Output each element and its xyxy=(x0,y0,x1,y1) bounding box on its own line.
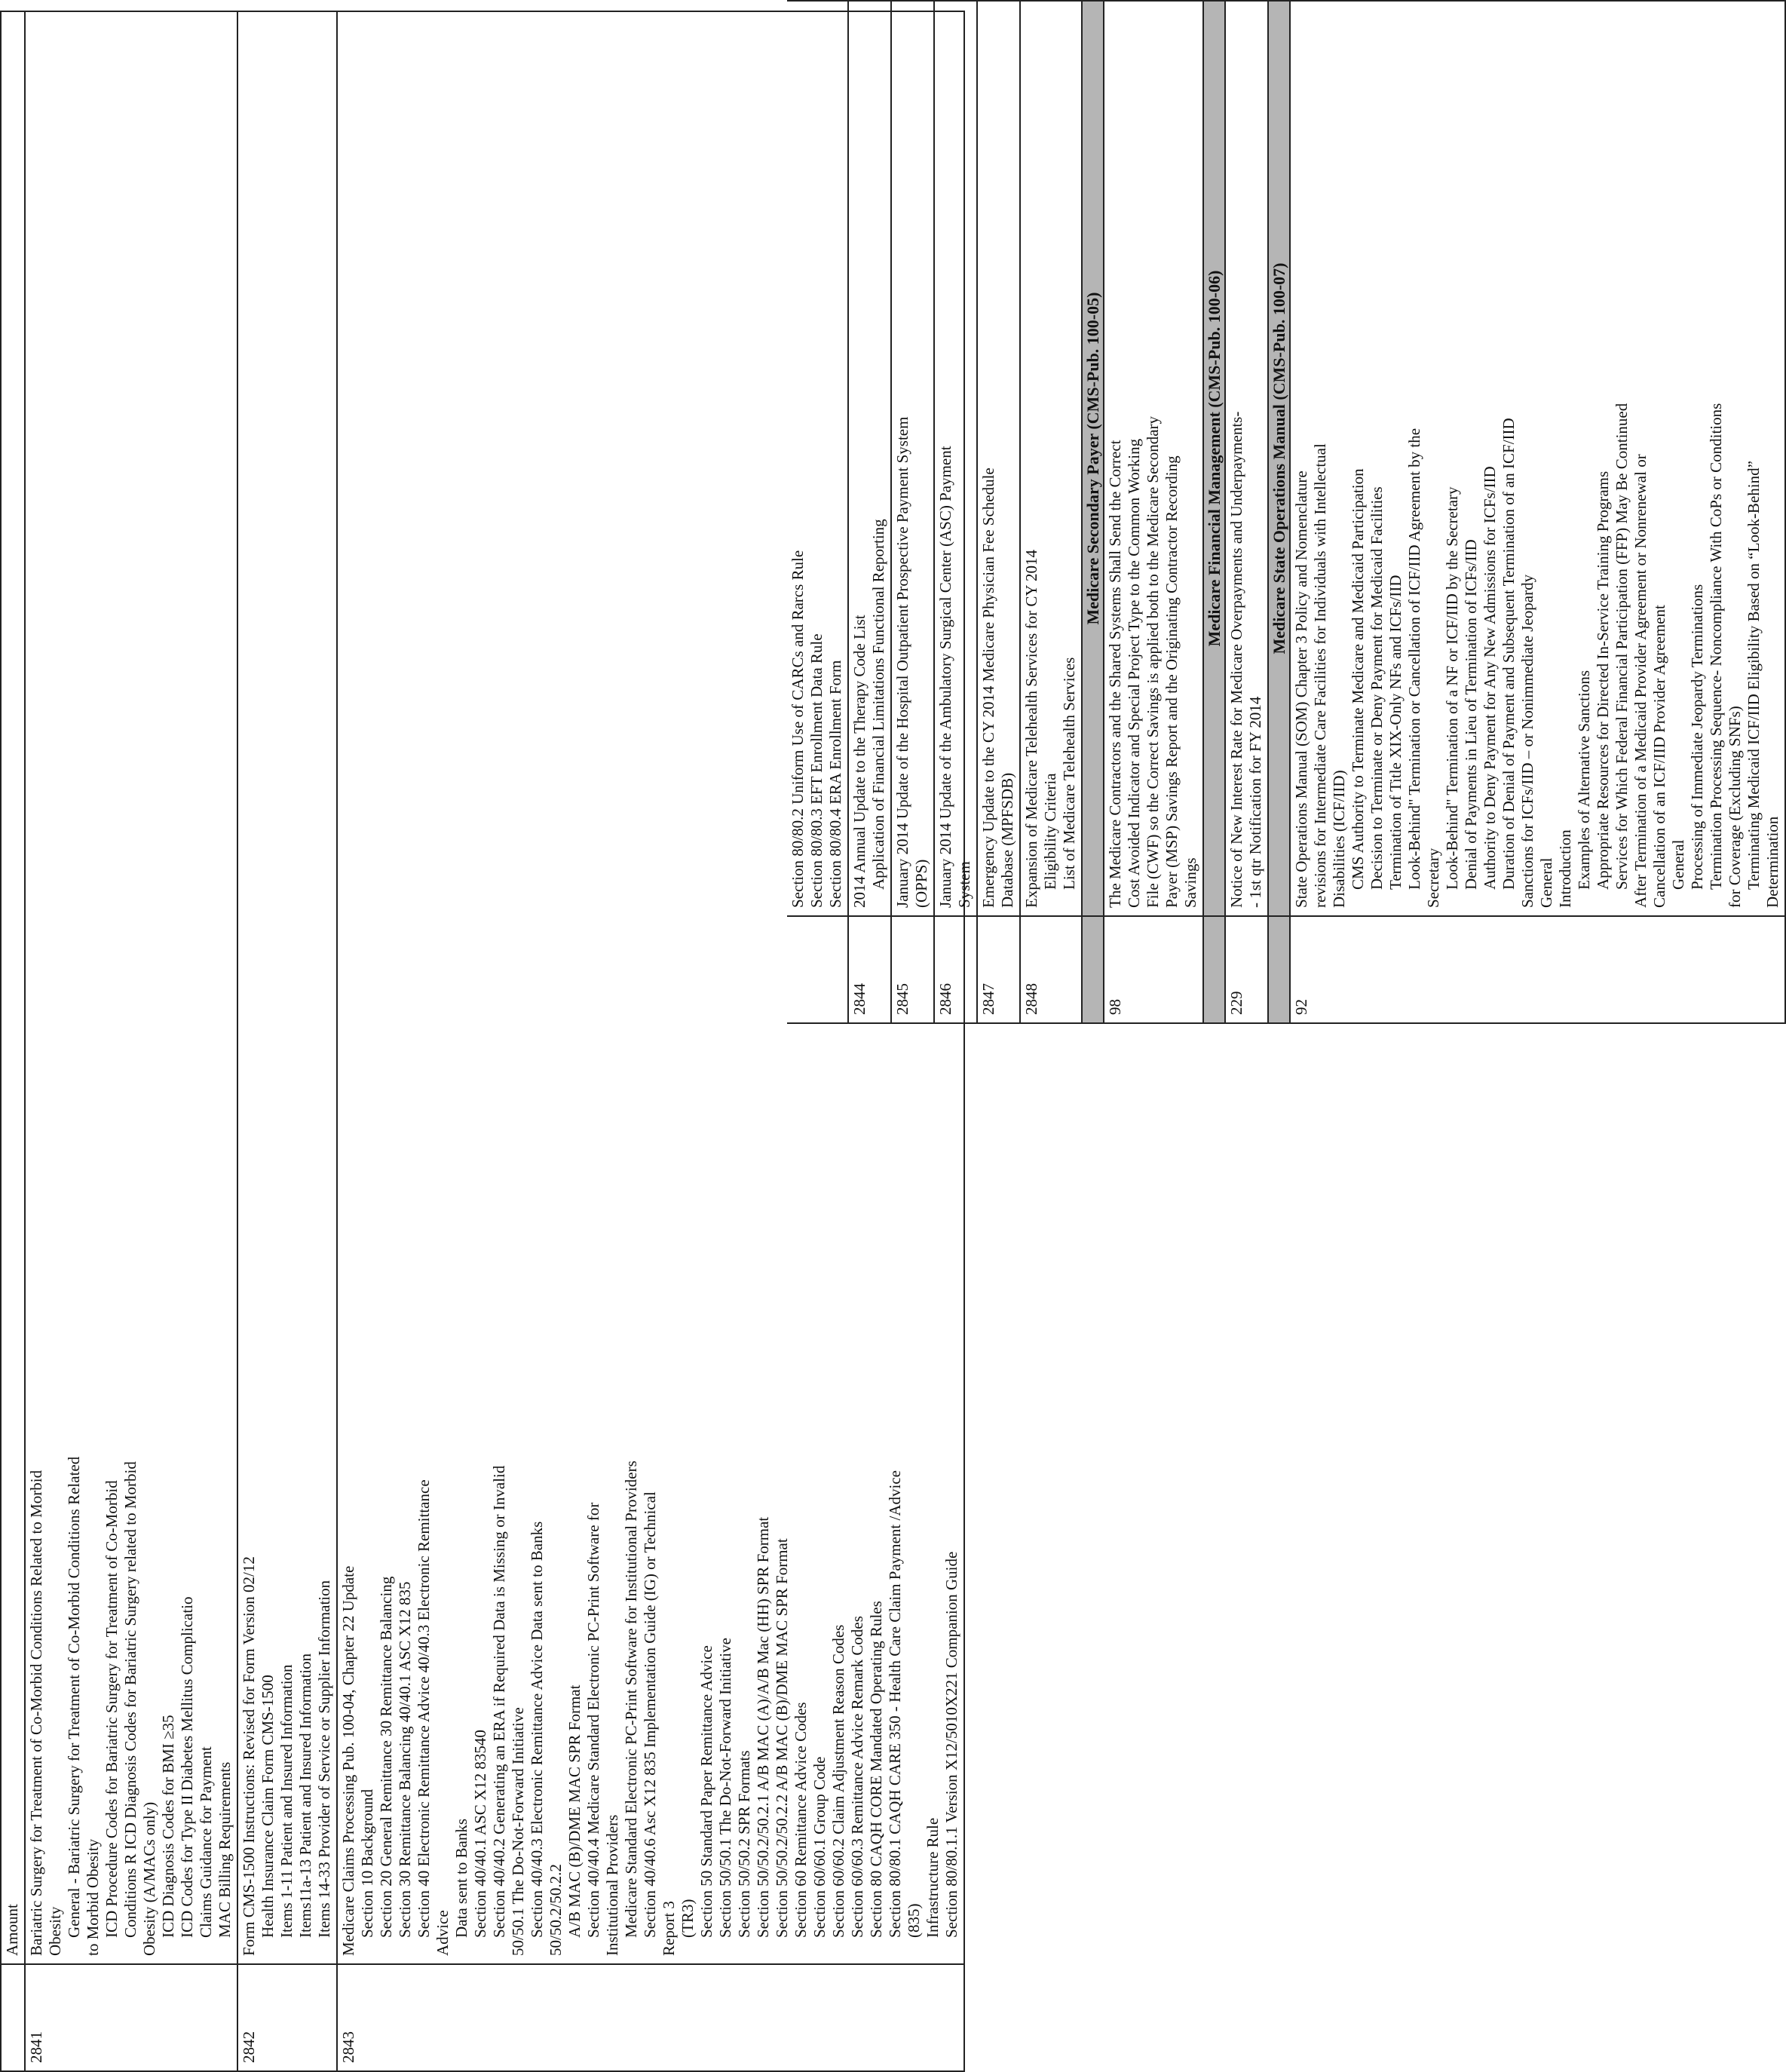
row-description xyxy=(891,1,934,916)
row-line: Claims Guidance for Payment xyxy=(197,1746,215,1938)
table-row xyxy=(934,1,977,1023)
row-line: Section 60/60.2 Claim Adjustment Reason Codes xyxy=(829,1624,847,1938)
row-line: Duration of Denial of Payment and Subsequent Termination of an ICF/IID xyxy=(1500,418,1518,890)
row-line: Obesity xyxy=(46,1906,64,1956)
row-line: Conditions R ICD Diagnosis Codes for Bariatric Surgery related to Morbid xyxy=(121,1461,139,1938)
row-line: Section 50/50.2/50.2.2 A/B MAC (B)/DME MAC SPR Format xyxy=(773,1538,791,1938)
row-number: 2847 xyxy=(977,916,1020,1023)
row-line: revisions for Intermediate Care Facilities for Individuals with Intellectual xyxy=(1311,443,1329,908)
row-description xyxy=(1290,1,1785,916)
row-line: Items 14-33 Provider of Service or Supplier Information xyxy=(315,1580,333,1938)
row-number: 2843 xyxy=(337,1964,964,2071)
row-number: 2848 xyxy=(1020,916,1082,1023)
table-row xyxy=(1290,1,1785,1023)
row-line: Expansion of Medicare Telehealth Services for CY 2014 xyxy=(1022,550,1040,908)
row-line: Application of Financial Limitations Functional Reporting xyxy=(869,519,887,890)
row-line: January 2014 Update of the Hospital Outpatient Prospective Payment System xyxy=(893,416,911,908)
row-line: Notice of New Interest Rate for Medicare Overpayments and Underpayments- xyxy=(1227,411,1245,908)
right-page xyxy=(787,0,1781,1024)
row-line: File (CWF) so the Correct Savings is applied both to the Medicare Secondary xyxy=(1144,415,1162,908)
row-line: List of Medicare Telehealth Services xyxy=(1060,657,1078,890)
row-line: Medicare Claims Processing Pub. 100-04, Chapter 22 Update xyxy=(339,1565,357,1956)
row-number: 2845 xyxy=(891,916,934,1023)
table-header-row xyxy=(1,11,25,2071)
row-number: 2846 xyxy=(934,916,977,1023)
row-line: Terminating Medicaid ICF/IID Eligibility Based on “Look-Behind” xyxy=(1745,461,1763,890)
row-description xyxy=(237,11,337,1964)
row-line: System xyxy=(955,861,973,908)
row-line: Bariatric Surgery for Treatment of Co-Morbid Conditions Related to Morbid xyxy=(27,1470,45,1956)
row-description xyxy=(25,11,237,1964)
row-line: - 1st qtr Notification for FY 2014 xyxy=(1246,696,1264,908)
section-header-row xyxy=(1082,1,1104,1023)
row-line: Look-Behind" Termination or Cancellation of ICF/IID Agreement by the xyxy=(1405,428,1423,890)
row-line: Appropriate Resources for Directed In-Service Training Programs xyxy=(1594,470,1612,890)
row-line: Section 50/50.2/50.2.1 A/B MAC (A)/A/B Mac (HH) SPR Format xyxy=(754,1516,772,1938)
row-description xyxy=(848,1,891,916)
row-line: 50/50.2/50.2.2 xyxy=(547,1864,565,1956)
row-description xyxy=(1225,1,1268,916)
row-line: State Operations Manual (SOM) Chapter 3 Policy and Nomenclature xyxy=(1292,470,1310,908)
row-line: Eligibility Criteria xyxy=(1041,773,1059,890)
section-header-row xyxy=(1268,1,1290,1023)
row-line: Savings xyxy=(1181,857,1199,908)
row-line: ICD Diagnosis Codes for BMI ≥35 xyxy=(159,1715,177,1938)
row-number xyxy=(787,916,848,1023)
row-line: Section 80/80.3 EFT Enrollment Data Rule xyxy=(807,633,826,908)
section-header-blank xyxy=(1268,916,1290,1023)
row-number: 98 xyxy=(1104,916,1203,1023)
row-line: Denial of Payments in Lieu of Termination of ICFs/IID xyxy=(1462,539,1480,890)
row-line: General xyxy=(1537,857,1555,908)
row-line: (OPPS) xyxy=(912,859,930,908)
row-line: Cancellation of an ICF/IID Provider Agreement xyxy=(1650,605,1668,908)
row-line: Section 40 Electronic Remittance Advice 40/40.3 Electronic Remittance xyxy=(415,1479,433,1938)
section-header-som: Medicare State Operations Manual (CMS-Pub. 100-07) xyxy=(1268,1,1290,916)
row-number: 2844 xyxy=(848,916,891,1023)
row-line: Section 80/80.2 Uniform Use of CARCs and Rarcs Rule xyxy=(789,550,807,908)
row-line: Report 3 xyxy=(660,1901,678,1956)
row-line: Medicare Standard Electronic PC-Print Software for Institutional Providers xyxy=(622,1461,640,1938)
row-line: Determination xyxy=(1763,816,1781,908)
row-line: Section 80/80.4 ERA Enrollment Form xyxy=(826,660,844,908)
row-line: Infrastructure Rule xyxy=(924,1817,942,1938)
row-line: Termination of Title XIX-Only NFs and ICFs/IID xyxy=(1386,575,1405,890)
row-line: Disabilities (ICF/IID) xyxy=(1330,770,1348,908)
row-description xyxy=(1104,1,1203,916)
row-line: Form CMS-1500 Instructions: Revised for Form Version 02/12 xyxy=(240,1556,258,1956)
row-line: Section 40/40.3 Electronic Remittance Advice Data sent to Banks xyxy=(528,1521,546,1938)
row-line: Section 80/80.1.1 Version X12/5010X221 Companion Guide xyxy=(942,1551,960,1938)
row-line: Section 60 Remittance Advice Codes xyxy=(792,1702,810,1938)
header-num-cell xyxy=(1,1964,25,2071)
row-line: Decision to Terminate or Deny Payment for Medicaid Facilities xyxy=(1368,486,1386,890)
table-row xyxy=(237,11,337,2071)
row-line: January 2014 Update of the Ambulatory Surgical Center (ASC) Payment xyxy=(936,446,954,908)
row-number: 229 xyxy=(1225,916,1268,1023)
row-description xyxy=(787,1,848,916)
row-line: Section 40/40.6 Asc X12 835 Implementation Guide (IG) or Technical xyxy=(641,1491,659,1938)
row-line: Health Insurance Claim Form CMS-1500 xyxy=(259,1675,277,1938)
row-number: 2841 xyxy=(25,1964,237,2071)
row-line: Section 40/40.4 Medicare Standard Electronic PC-Print Software for xyxy=(584,1502,602,1938)
row-line: Section 60/60.3 Remittance Advice Remark Codes xyxy=(848,1616,866,1938)
table-row xyxy=(25,11,237,2071)
row-line: Cost Avoided Indicator and Special Project Type to the Common Working xyxy=(1125,438,1143,908)
row-line: General xyxy=(1669,839,1687,890)
row-line: (TR3) xyxy=(679,1899,697,1938)
row-line: MAC Billing Requirements xyxy=(216,1761,234,1938)
table-row xyxy=(1020,1,1082,1023)
row-line: Section 80/80.1 CAQH CARE 350 - Health Care Claim Payment /Advice xyxy=(886,1470,904,1938)
section-header-financial: Medicare Financial Management (CMS-Pub. 100-06) xyxy=(1203,1,1225,916)
row-line: Examples of Alternative Sanctions xyxy=(1575,670,1593,890)
table-row xyxy=(787,1,848,1023)
row-line: Look-Behind" Termination of a NF or ICF/IID by the Secretary xyxy=(1443,486,1461,890)
row-line: Processing of Immediate Jeopardy Terminations xyxy=(1688,584,1706,890)
table-row xyxy=(891,1,934,1023)
row-line: Items11a-13 Patient and Insured Information xyxy=(296,1653,314,1938)
row-line: Items 1-11 Patient and Insured Information xyxy=(277,1664,296,1938)
header-amount-cell: Amount xyxy=(1,11,25,1964)
row-line: CMS Authority to Terminate Medicare and Medicaid Participation xyxy=(1349,468,1367,890)
row-line: Services for Which Federal Financial Participation (FFP) May Be Continued xyxy=(1613,403,1631,890)
row-line: Secretary xyxy=(1424,847,1442,908)
table-row xyxy=(1104,1,1203,1023)
row-line: Section 40/40.2 Generating an ERA if Required Data is Missing or Invalid xyxy=(490,1465,508,1938)
row-line: Sanctions for ICFs/IID – or Nonimmediate Jeopardy xyxy=(1518,574,1536,908)
row-line: General - Bariatric Surgery for Treatment of Co-Morbid Conditions Related xyxy=(65,1456,83,1938)
row-line: ICD Procedure Codes for Bariatric Surgery for Treatment of Co-Morbid xyxy=(103,1480,121,1938)
row-line: 2014 Annual Update to the Therapy Code List xyxy=(850,615,868,908)
row-line: Institutional Providers xyxy=(603,1814,621,1956)
row-line: Introduction xyxy=(1556,829,1574,908)
section-header-blank xyxy=(1203,916,1225,1023)
row-line: to Morbid Obesity xyxy=(84,1838,102,1956)
row-line: Section 40/40.1 ASC X12 83540 xyxy=(471,1730,489,1938)
row-line: Emergency Update to the CY 2014 Medicare Physician Fee Schedule xyxy=(979,467,997,908)
section-header-blank xyxy=(1082,916,1104,1023)
section-header-msp: Medicare Secondary Payer (CMS-Pub. 100-05) xyxy=(1082,1,1104,916)
row-line: Payer (MSP) Savings Report and the Originating Contractor Recording xyxy=(1163,455,1181,908)
table-row xyxy=(848,1,891,1023)
row-number: 2842 xyxy=(237,1964,337,2071)
row-line: Section 50/50.1 The Do-Not-Forward Initiative xyxy=(716,1638,734,1938)
row-line: Section 60/60.1 Group Code xyxy=(810,1756,829,1938)
row-line: Section 30 Remittance Balancing 40/40.1 ASC X12 835 xyxy=(396,1581,414,1938)
table-row xyxy=(1225,1,1268,1023)
row-line: A/B MAC (B)/DME MAC SPR Format xyxy=(565,1684,584,1938)
row-line: Termination Processing Sequence- Noncompliance With CoPs or Conditions xyxy=(1707,403,1725,890)
row-line: Obesity (A/MACs only) xyxy=(140,1801,158,1956)
row-line: Database (MPFSDB) xyxy=(998,772,1016,908)
row-line: Section 80 CAQH CORE Mandated Operating Rules xyxy=(867,1601,885,1938)
row-description xyxy=(934,1,977,916)
section-header-row xyxy=(1203,1,1225,1023)
row-line: (835) xyxy=(905,1903,923,1938)
row-line: The Medicare Contractors and the Shared Systems Shall Send the Correct xyxy=(1106,440,1124,908)
row-number: 92 xyxy=(1290,916,1785,1023)
row-line: Section 50/50.2 SPR Formats xyxy=(735,1750,753,1938)
row-description xyxy=(977,1,1020,916)
row-line: Section 10 Background xyxy=(358,1788,376,1938)
row-line: Data sent to Banks xyxy=(452,1818,470,1938)
right-table xyxy=(787,0,1786,1024)
row-line: Section 20 General Remittance 30 Remittance Balancing xyxy=(377,1576,395,1938)
row-line: for Coverage (Excluding SNFs) xyxy=(1726,706,1744,908)
row-line: Section 50 Standard Paper Remittance Advice xyxy=(697,1645,715,1938)
row-line: ICD Codes for Type II Diabetes Mellitus Complicatio xyxy=(178,1596,196,1938)
row-line: Advice xyxy=(433,1910,452,1956)
row-line: 50/50.1 The Do-Not-Forward Initiative xyxy=(509,1707,527,1956)
table-row xyxy=(977,1,1020,1023)
row-description xyxy=(1020,1,1082,916)
row-line: After Termination of a Medicaid Provider Agreement or Nonrenewal or xyxy=(1631,454,1650,908)
row-line: Authority to Deny Payment for Any New Admissions for ICFs/IID xyxy=(1481,466,1499,890)
